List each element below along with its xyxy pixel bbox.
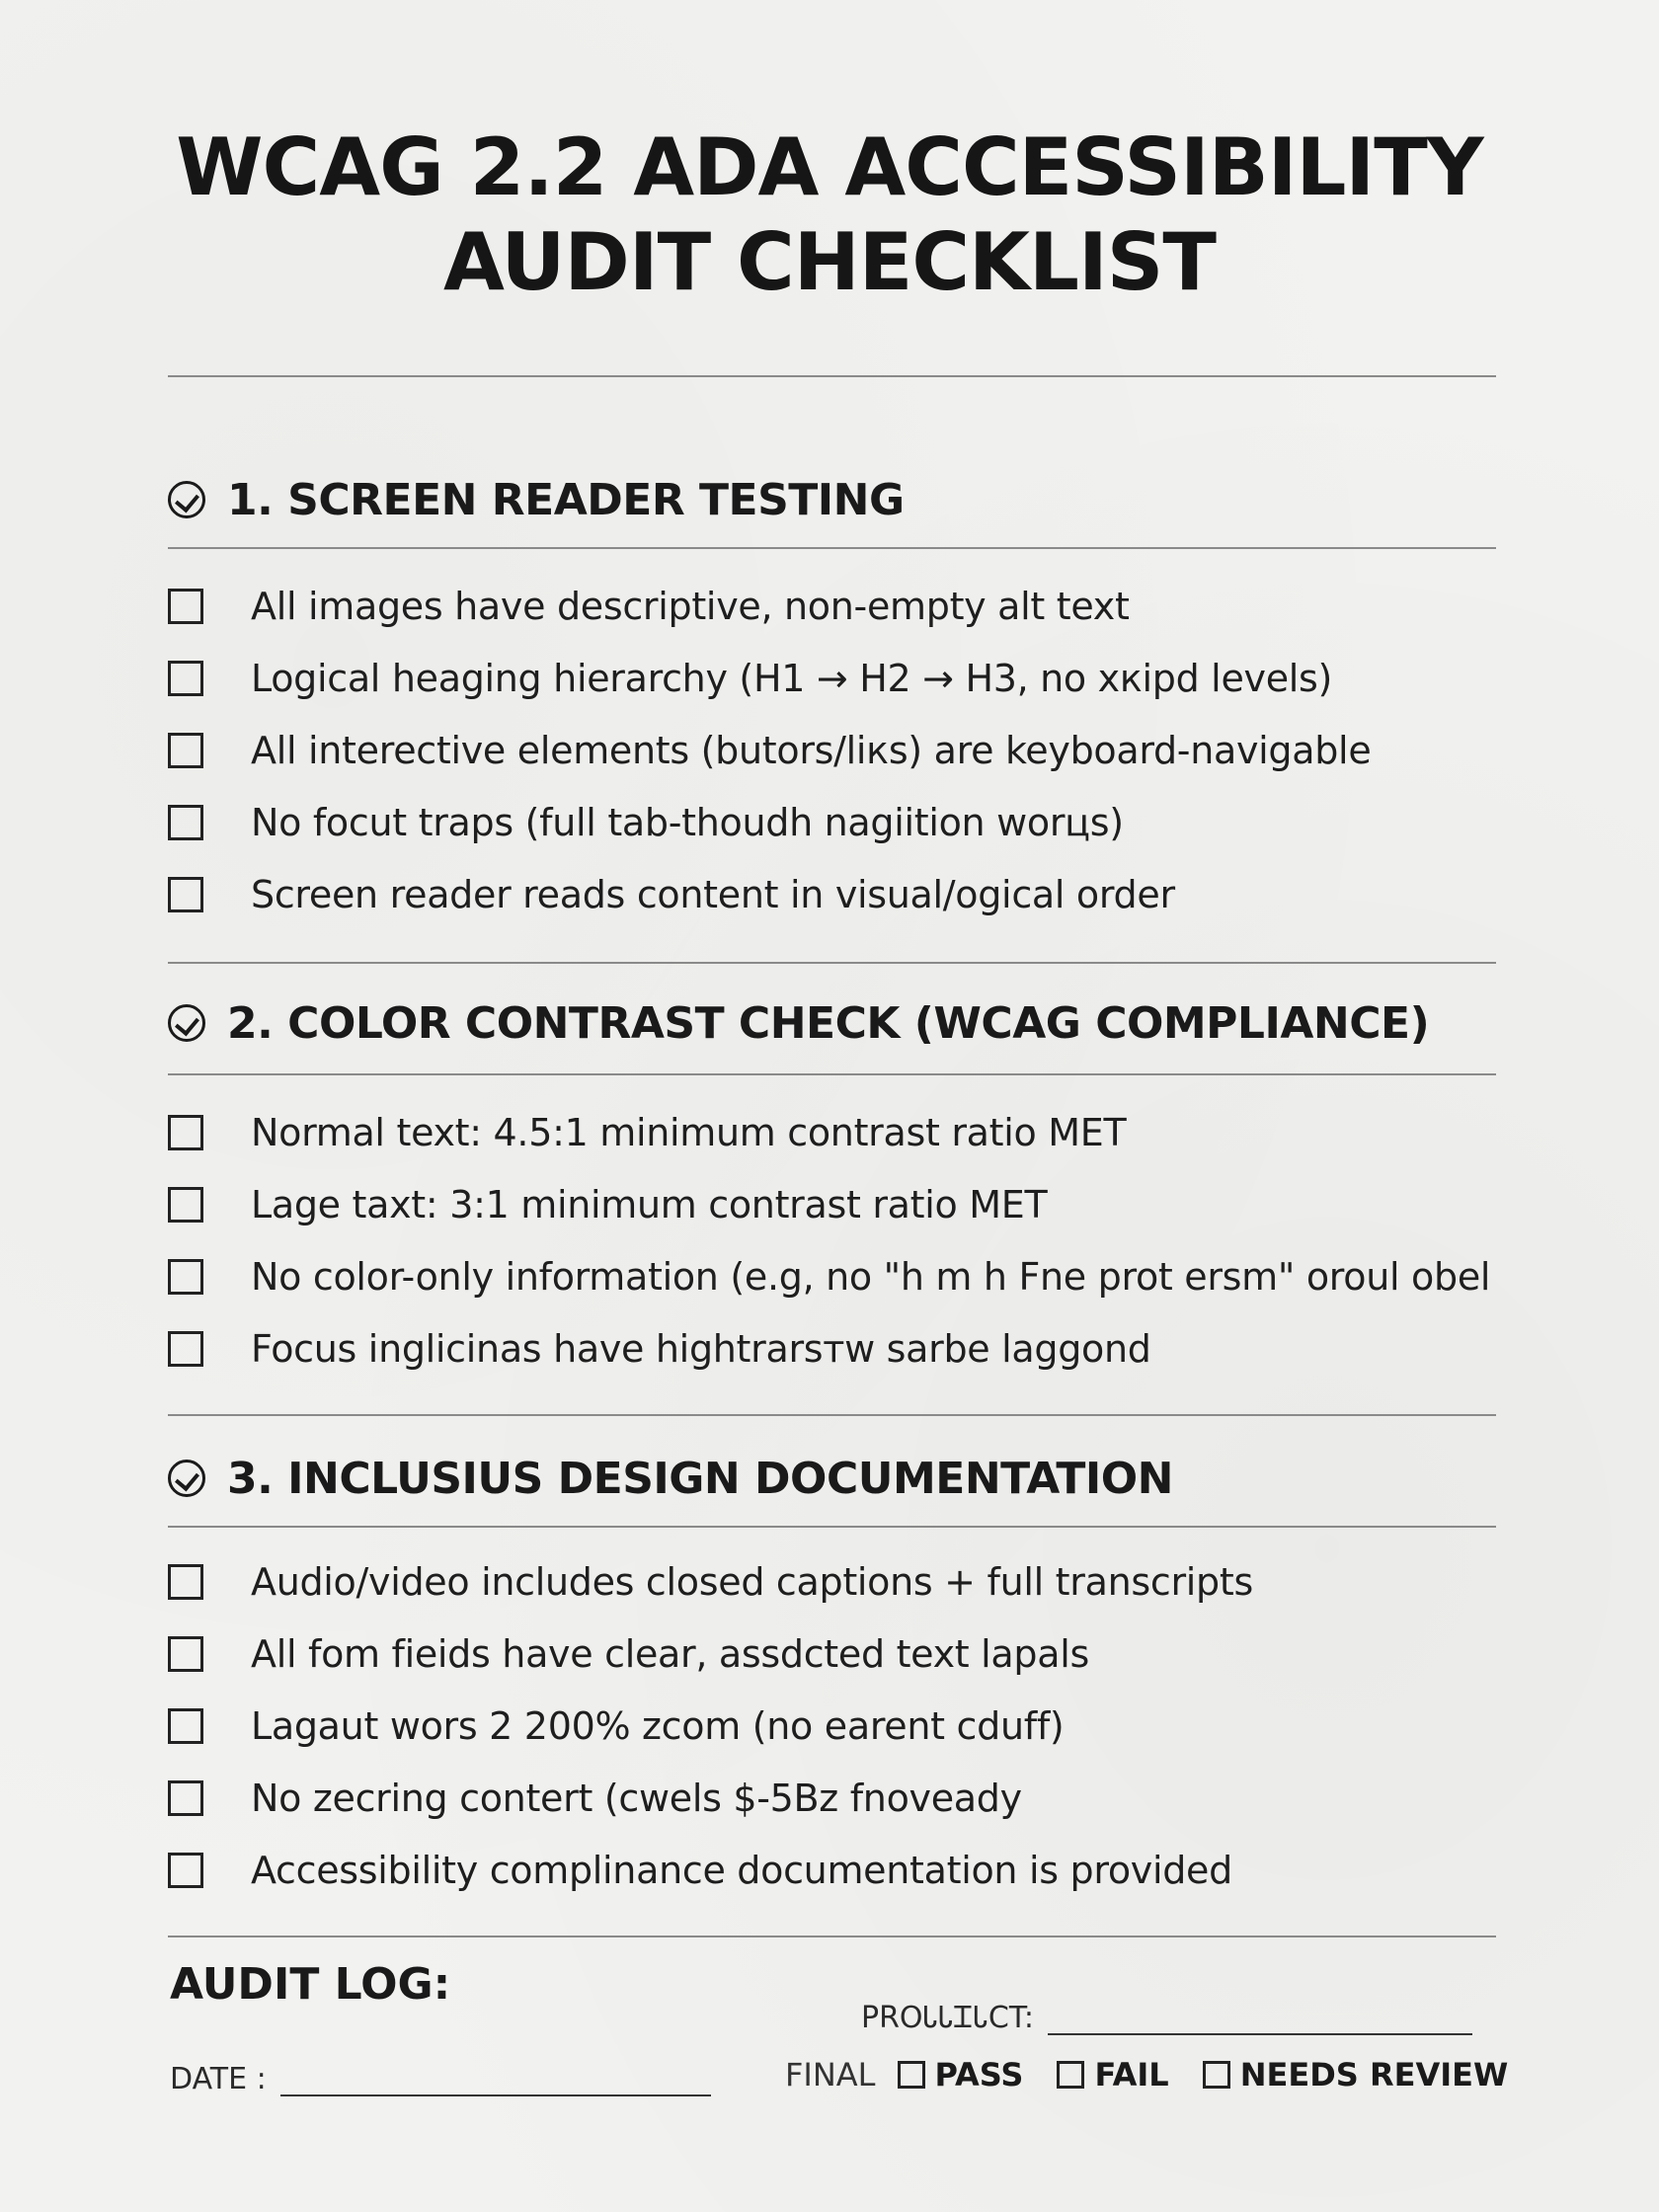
page-title-line-1: WCAG 2.2 ADA ACCESSIBILITY <box>176 121 1483 213</box>
divider <box>168 1073 1496 1075</box>
date-field[interactable] <box>170 2062 711 2096</box>
checklist-item[interactable]: No focut traps (full tab-thoudh nagiition worцs) <box>168 797 1124 848</box>
checkbox[interactable] <box>168 805 203 840</box>
checkbox[interactable] <box>168 733 203 768</box>
section-heading-color-contrast: 2. COLOR CONTRAST CHECK (WCAG COMPLIANCE) <box>168 993 1429 1053</box>
product-field[interactable] <box>861 2001 1472 2035</box>
final-label: FINAL <box>785 2056 876 2094</box>
divider <box>168 962 1496 964</box>
page-title-line-2: AUDIT CHECKLIST <box>443 216 1216 308</box>
divider <box>168 547 1496 549</box>
checkbox[interactable] <box>168 1636 203 1672</box>
checklist-item[interactable]: Screen reader reads content in visual/ogical order <box>168 869 1175 920</box>
fail-option[interactable]: FAIL <box>1057 2056 1168 2094</box>
checklist-item[interactable]: Audio/video includes closed captions + full transcripts <box>168 1556 1253 1608</box>
divider <box>168 375 1496 377</box>
checklist-item[interactable]: Lagaut wors 2 200% zcom (no earent cduff) <box>168 1700 1064 1752</box>
check-circle-icon <box>168 1004 205 1042</box>
checklist-item[interactable]: Accessibility complinance documentation is provided <box>168 1845 1232 1896</box>
checkbox[interactable] <box>168 1708 203 1744</box>
pass-option[interactable]: PASS <box>898 2056 1024 2094</box>
fail-checkbox[interactable] <box>1057 2061 1084 2089</box>
checkbox[interactable] <box>168 589 203 624</box>
checkbox[interactable] <box>168 661 203 696</box>
pass-checkbox[interactable] <box>898 2061 925 2089</box>
checklist-item[interactable]: Lage taxt: 3:1 minimum contrast ratio MET <box>168 1179 1047 1230</box>
final-result <box>785 2056 1508 2094</box>
checkbox[interactable] <box>168 877 203 912</box>
check-circle-icon <box>168 481 205 518</box>
checkbox[interactable] <box>168 1564 203 1600</box>
date-input-line[interactable] <box>280 2094 711 2096</box>
checklist-item[interactable]: Focus inglicinas have hightrarsтw sarbe laggond <box>168 1323 1151 1375</box>
checklist-item[interactable]: No color-only information (e.g, no "h m h Fne prot ersm" oroul obel <box>168 1251 1490 1303</box>
date-label: DATE : <box>170 2062 267 2096</box>
checklist-item[interactable]: All interective elements (butors/liкs) are keyboard-navigable <box>168 725 1371 776</box>
checkbox[interactable] <box>168 1115 203 1150</box>
divider <box>168 1936 1496 1937</box>
checklist-item[interactable]: All images have descriptive, non-empty alt text <box>168 581 1130 632</box>
checkbox[interactable] <box>168 1259 203 1295</box>
needs-review-option[interactable]: NEEDS REVIEW <box>1203 2056 1509 2094</box>
product-input-line[interactable] <box>1048 2033 1472 2035</box>
checklist-item[interactable]: Logical heaging hierarchy (H1 → H2 → H3, no xкipd levels) <box>168 653 1332 704</box>
audit-log-title: AUDIT LOG: <box>170 1959 451 2010</box>
divider <box>168 1414 1496 1416</box>
checkbox[interactable] <box>168 1853 203 1888</box>
checklist-item[interactable]: All fom fieids have clear, assdcted text lapals <box>168 1628 1089 1680</box>
needs-review-checkbox[interactable] <box>1203 2061 1230 2089</box>
divider <box>168 1526 1496 1528</box>
check-circle-icon <box>168 1460 205 1497</box>
checkbox[interactable] <box>168 1331 203 1367</box>
checkbox[interactable] <box>168 1187 203 1223</box>
checklist-item[interactable]: Normal text: 4.5:1 minimum contrast ratio MET <box>168 1107 1126 1158</box>
checkbox[interactable] <box>168 1780 203 1816</box>
section-heading-screen-reader: 1. SCREEN READER TESTING <box>168 470 905 529</box>
checklist-item[interactable]: No zecring contert (cwels $-5Bz fnoveady <box>168 1773 1022 1824</box>
product-label: PROᏓᏓᏆᏓCT: <box>861 2001 1034 2035</box>
page-title <box>0 120 1659 310</box>
section-heading-inclusive-design: 3. INCLUSIUS DESIGN DOCUMENTATION <box>168 1449 1173 1508</box>
